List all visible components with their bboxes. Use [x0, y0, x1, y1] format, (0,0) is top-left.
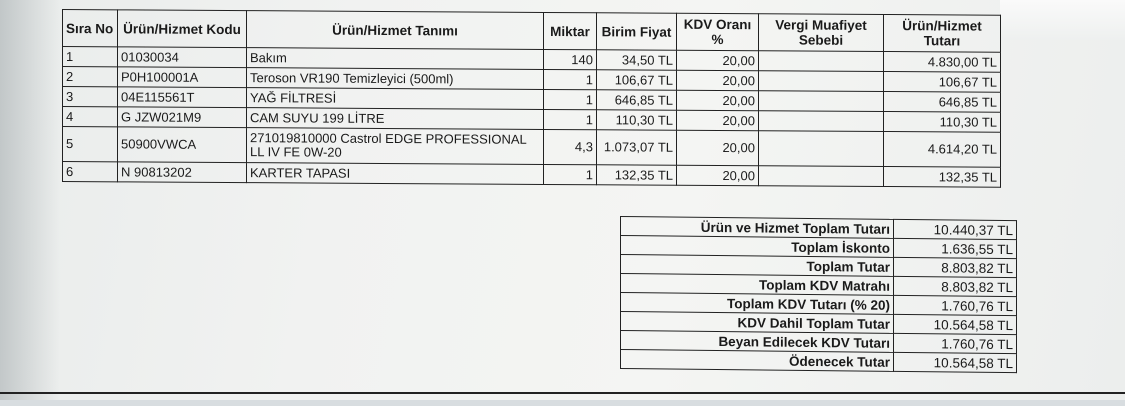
- cell-qty: 1: [544, 109, 597, 129]
- cell-qty: 1: [544, 89, 597, 109]
- cell-total: 646,85 TL: [884, 92, 1001, 113]
- cell-exempt: [759, 51, 884, 72]
- cell-no: 6: [63, 162, 118, 182]
- paper-shadow: [0, 0, 60, 400]
- cell-vat: 20,00: [677, 130, 759, 166]
- totals-value: 1.760,76 TL: [894, 295, 1017, 315]
- totals-value: 8.803,82 TL: [894, 257, 1017, 277]
- header-vat: KDV Oranı %: [677, 13, 759, 51]
- totals-label: Ürün ve Hizmet Toplam Tutarı: [621, 217, 894, 239]
- totals-value: 10.564,58 TL: [894, 314, 1017, 334]
- totals-label: Ödenecek Tutar: [621, 350, 894, 372]
- cell-no: 4: [63, 107, 118, 127]
- totals-label: Toplam KDV Matrahı: [621, 274, 894, 296]
- cell-exempt: [759, 111, 884, 132]
- cell-code: P0H100001A: [118, 67, 247, 88]
- cell-code: 50900VWCA: [118, 127, 247, 163]
- cell-exempt: [759, 166, 884, 187]
- cell-vat: 20,00: [677, 70, 759, 91]
- cell-code: 04E115561T: [118, 87, 247, 108]
- totals-value: 10.440,37 TL: [894, 219, 1017, 239]
- totals-label: Beyan Edilecek KDV Tutarı: [621, 331, 894, 353]
- cell-price: 1.073,07 TL: [597, 130, 677, 165]
- cell-code: G JZW021M9: [118, 107, 247, 128]
- cell-desc: YAĞ FİLTRESİ: [247, 88, 544, 110]
- cell-desc: CAM SUYU 199 LİTRE: [247, 108, 544, 130]
- items-header-row: [63, 10, 1001, 53]
- cell-desc: KARTER TAPASI: [247, 163, 544, 185]
- cell-qty: 4,3: [544, 129, 597, 164]
- cell-qty: 1: [544, 164, 597, 184]
- cell-price: 132,35 TL: [597, 165, 677, 185]
- header-price: Birim Fiyat: [597, 13, 677, 50]
- cell-qty: 140: [544, 49, 597, 69]
- invoice-totals-table: [620, 216, 1017, 373]
- cell-vat: 20,00: [677, 110, 759, 131]
- cell-vat: 20,00: [677, 50, 759, 71]
- header-desc: Ürün/Hizmet Tanımı: [247, 11, 544, 50]
- cell-code: 01030034: [118, 47, 247, 68]
- cell-total: 110,30 TL: [884, 112, 1001, 133]
- cell-price: 110,30 TL: [597, 110, 677, 130]
- totals-label: Toplam İskonto: [621, 236, 894, 258]
- cell-code: N 90813202: [118, 162, 247, 183]
- header-exempt: Vergi Muafiyet Sebebi: [759, 14, 884, 52]
- cell-price: 34,50 TL: [597, 50, 677, 70]
- cell-no: 2: [63, 67, 118, 87]
- cell-qty: 1: [544, 69, 597, 89]
- cell-no: 3: [63, 87, 118, 107]
- header-qty: Miktar: [544, 12, 597, 49]
- cell-vat: 20,00: [677, 90, 759, 111]
- totals-label: Toplam KDV Tutarı (% 20): [621, 293, 894, 315]
- bottom-notes-box: [0, 392, 1125, 406]
- header-no: Sıra No: [63, 10, 118, 47]
- cell-exempt: [759, 71, 884, 92]
- header-total: Ürün/Hizmet Tutarı: [884, 15, 1001, 53]
- cell-desc: Bakım: [247, 48, 544, 70]
- cell-desc: Teroson VR190 Temizleyici (500ml): [247, 68, 544, 90]
- paper-fold: [1000, 0, 1125, 40]
- cell-exempt: [759, 131, 884, 167]
- totals-value: 8.803,82 TL: [894, 276, 1017, 296]
- totals-row: [621, 350, 1017, 373]
- cell-total: 106,67 TL: [884, 72, 1001, 93]
- cell-total: 4.614,20 TL: [884, 132, 1001, 168]
- cell-total: 4.830,00 TL: [884, 52, 1001, 73]
- header-code: Ürün/Hizmet Kodu: [118, 10, 247, 48]
- cell-exempt: [759, 91, 884, 112]
- invoice-items-table: [62, 9, 1001, 188]
- totals-value: 1.760,76 TL: [894, 333, 1017, 353]
- cell-no: 5: [63, 127, 118, 162]
- cell-no: 1: [63, 47, 118, 67]
- totals-label: Toplam Tutar: [621, 255, 894, 277]
- totals-value: 1.636,55 TL: [894, 238, 1017, 258]
- cell-price: 646,85 TL: [597, 90, 677, 110]
- totals-label: KDV Dahil Toplam Tutar: [621, 312, 894, 334]
- table-row: [63, 127, 1001, 168]
- totals-value: 10.564,58 TL: [894, 352, 1017, 372]
- cell-price: 106,67 TL: [597, 70, 677, 90]
- cell-vat: 20,00: [677, 165, 759, 186]
- cell-total: 132,35 TL: [884, 167, 1001, 188]
- cell-desc: 271019810000 Castrol EDGE PROFESSIONAL LL IV FE 0W-20: [247, 128, 544, 165]
